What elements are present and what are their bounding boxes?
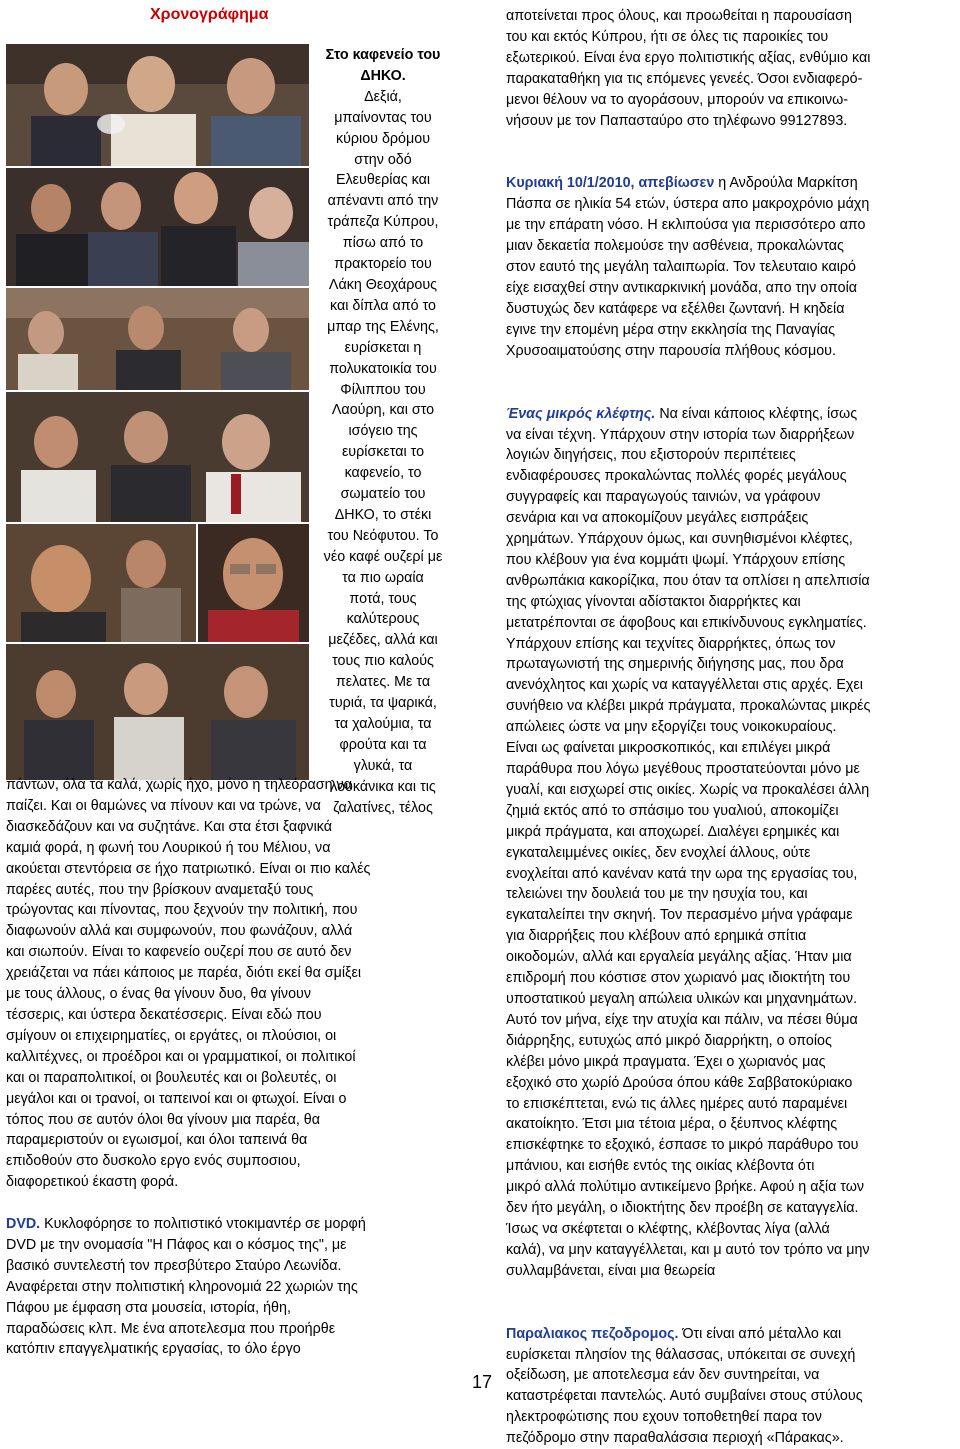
cafe-line: ισόγειο της — [348, 423, 418, 440]
thief-line: ακατοίκητο. Έτσι μια τέτοια μέρα, ο ξέυπνος κλέφτης — [506, 1116, 838, 1133]
cafe-body-line: καλλιτέχνες, οι προέδροι και οι γραμματικοί, οι πολιτικοί — [6, 1048, 356, 1065]
thief-line: ενοχλείται από κανέναν κατά την ωρα της εργασίας του, — [506, 865, 858, 882]
cafe-line: τράπεζα Κύπρου, — [327, 214, 439, 231]
cafe-article-body — [6, 775, 456, 1193]
obituary-line: στον εαυτό της μεγάλη ταλαιπωρία. Τον τελευταιο καιρό — [506, 259, 857, 276]
thief-line: δεν ήτο μεγάλη, ο ιδιοκτήτης δεν προέβη σε καταγγελία. — [506, 1200, 859, 1217]
cafe-line: μεζέδες, αλλά και — [328, 632, 438, 649]
promenade-article — [506, 1324, 956, 1449]
cafe-line: ευρίσκεται το — [341, 444, 425, 461]
cafe-line: ποτά, τους — [349, 590, 417, 607]
cafe-body-line: και οι παραπολιτικοί, οι βουλευτές και οι βολευτές, οι — [6, 1069, 337, 1086]
cafe-body-line: διασκεδάζουν και να συζητάνε. Και στα έτσι ξαφνικά — [6, 818, 332, 835]
dvd-line: Πάφου με έμφαση στα μουσεία, ιστορία, ήθη, — [6, 1299, 291, 1316]
cafe-article-heading: Στο καφενείο του ΔΗΚΟ. — [325, 47, 441, 84]
thief-line: μικρό αλλά πολύτιμο αντικείμενο βρήκε. Αφού η αξία των — [506, 1179, 865, 1196]
cafe-line: γλυκά, τα — [353, 757, 413, 774]
section-title: Χρονογράφημα — [150, 6, 269, 23]
thief-line: Υπάρχουν επίσης και τεχνίτες διαρρήκτες, όπως τον — [506, 635, 836, 652]
cafe-body-line: σμίγουν οι επιχειρηματίες, οι εργάτες, οι πλούσιοι, οι — [6, 1027, 337, 1044]
promenade-first-line: Ότι είναι από μέταλλο και — [678, 1325, 842, 1342]
thief-line: καλά), να μην καταγγέλλεται, και μ αυτό τον τρόπο να μην — [506, 1241, 870, 1258]
dvd-heading: DVD. — [6, 1216, 41, 1232]
thief-line: πρωταγωνιστή της σημερινής διήγησης μας, που δρα — [506, 656, 844, 673]
cafe-body-line: πάντων, όλα τα καλά, χωρίς ήχο, μόνο η τηλεόραση να — [6, 777, 352, 793]
dvd-continued-line: του και εκτός Κύπρου, ήτι σε όλες τις παροικίες του — [506, 28, 829, 45]
dvd-article — [6, 1214, 456, 1360]
cafe-body-line: τόπος που σε αυτόν όλοι θα γίνουν μια παρέα, θα — [6, 1111, 321, 1128]
cafe-line: ΔΗΚΟ, το στέκι — [334, 506, 432, 523]
cafe-body-line: τέσσερις, και ύστερα δεκατέσσερις. Είναι εδώ που — [6, 1006, 322, 1023]
promenade-line: καταστρέφεται παντελώς. Αυτό συμβαίνει στους στύλους — [506, 1388, 863, 1405]
promenade-line: οξείδωση, με αποτελεσμα εάν δεν συντηρείται, να — [506, 1367, 820, 1384]
cafe-body-line: με τους άλλους, ο ένας θα γίνουν δυο, θα γίνουν — [6, 986, 311, 1003]
cafe-line: ευρίσκεται η — [344, 339, 422, 356]
thief-line: εξοχικό στο χωρίό Δρούσα όπου κάθε Σαββατοκύριακο — [506, 1074, 853, 1091]
dvd-continued-line: εξωτερικού. Είναι ένα εργο πολιτιστικής αξίας, ενθύμιο και — [506, 49, 871, 66]
cafe-body-line: παίζει. Και οι θαμώνες να πίνουν και να τρώνε, να — [6, 797, 321, 814]
cafe-line: πρακτορείο του — [334, 256, 432, 273]
photo-man-laughing — [6, 524, 196, 642]
cafe-line: μπαρ της Ελένης, — [327, 318, 439, 335]
thief-line: επισκέφτηκε το εξοχικό, έσπασε το μικρό παράθυρο του — [506, 1137, 859, 1154]
promenade-line: πεζόδρομο στην παραθαλάσσια περιοχή «Πάρακας». — [506, 1430, 844, 1447]
thief-line: οικοδομών, αλλά και εργαλεία μεγάλης αξίας. Ήταν μια — [506, 949, 852, 966]
promenade-heading: Παραλιακος πεζοδρομος. — [506, 1325, 679, 1342]
thief-line: το επισκέπτεται, ενώ τις άλλες ημέρες αυτό παραμένει — [506, 1095, 848, 1112]
obituary-line: με την επάρατη νόσο. Η εκλιπούσα για περισσότερο απο — [506, 217, 866, 234]
cafe-line: πίσω από το — [342, 235, 424, 252]
cafe-line: καφενείο, το — [344, 465, 422, 482]
obituary-line: δυστυχώς δεν κατάφερε να εξέλθει ζωντανή. Η κηδεία — [506, 300, 845, 317]
cafe-line: Ελευθερίας και — [335, 172, 431, 189]
cafe-line: του Νεόφυτου. Το — [327, 527, 439, 544]
cafe-line: τυριά, τα ψαρικά, — [329, 695, 437, 712]
cafe-line: απέναντι από την — [327, 193, 439, 210]
cafe-body-line: μεγάλοι και οι τρανοί, οι ταπεινοί και οι φτωχοί. Είναι ο — [6, 1090, 347, 1107]
promenade-line: ηλεκτροφώτισης που εχουν τοποθετηθεί παρα τον — [506, 1409, 822, 1426]
thief-line: που κλέβουν για ένα κομμάτι ψωμί. Υπάρχουν επίσης — [506, 551, 846, 568]
right-column — [506, 6, 956, 1449]
photo-two-men-seated — [6, 392, 309, 522]
cafe-body-line: διαφωνούν αλλά και συμφωνούν, που φωνάζουν, αλλά — [6, 923, 353, 940]
obituary-line: είχε εισαχθεί στην αντικαρκινική μονάδα, απο την οποία — [506, 279, 858, 296]
thief-line: χρημάτων. Υπάρχουν όμως, και συνηθισμένοι κλέφτες, — [506, 531, 853, 548]
thief-line: λογιών διηγήσεις, που εξιστορούν περιπέτειες — [506, 447, 796, 464]
cafe-line: φρούτα και τα — [339, 736, 427, 753]
obituary-line: Πάσπα σε ηλικία 54 ετών, ύστερα απο μακροχρόνιο μάχη — [506, 196, 870, 213]
cafe-line: μπαίνοντας του — [334, 109, 432, 126]
dvd-line: κατόπιν επαγγελματικής εργασίας, το όλο έργο — [6, 1341, 301, 1358]
thief-line: συλλαμβάνεται, είναι μια θεωρεία — [506, 1262, 716, 1279]
thief-line: μικρά πράγματα, και αποχωρεί. Διαλέγει ερημικές και — [506, 823, 840, 840]
cafe-line: πολυκατοικία του — [329, 360, 437, 377]
cafe-line: λουκάνικα και τις — [330, 778, 436, 795]
cafe-body-line: παραμεριστούν οι εγωισμοί, και όλοι ταπεινά θα — [6, 1132, 308, 1149]
thief-line: ανενόχλητος και χωρίς να καταγγέλλεται στις αρχές. Εχει — [506, 677, 863, 694]
obituary-line: εγινε την επομένη μέρα στην εκκλησία της Παναγίας — [506, 321, 836, 338]
thief-line: μπάνιου, και εισήθε εντός της οικίας κλέβοντα ότι — [506, 1158, 815, 1175]
dvd-line: παραδώσεις κλπ. Με ένα αποτελεσμα που προήρθε — [6, 1320, 336, 1337]
cafe-body-line: καμιά φορά, η φωνή του Λουρικού ή του Μέλιου, να — [6, 839, 331, 856]
cafe-line: στην οδό — [354, 151, 412, 168]
thief-line: παράθυρα που λόγω μεγέθους προστατεύονται μόνο με — [506, 761, 860, 777]
dvd-line: Αναφέρεται στην πολιτιστική κληρονομιά 22 χωριών της — [6, 1278, 358, 1295]
cafe-line: τους πιο καλούς — [332, 653, 434, 670]
thief-line: συγγραφείς και παραγωγούς ταινιών, να γράφουν — [506, 489, 821, 506]
thief-heading: Ένας μικρός κλέφτης. — [506, 405, 656, 422]
dvd-continued-line: νήσουν με τον Παπασταύρο στο τηλέφωνο 99127893. — [506, 112, 848, 129]
cafe-body-line: επιδοθούν στο δυσκολο εργο ενός συμποσιου, — [6, 1153, 301, 1170]
photo-friends-group — [6, 644, 309, 780]
thief-line: Είναι ως φαίνεται μικροσκοπικός, και επιλέγει μικρά — [506, 740, 831, 757]
cafe-line: και δίπλα από το — [329, 297, 436, 314]
thief-line: τελειώνει την δουλειά του με την ησυχία του, και — [506, 886, 808, 903]
thief-line: Ίσως να σκέφτεται ο κλέφτης, κλέβοντας λίγα (αλλά — [506, 1220, 830, 1237]
thief-article — [506, 404, 956, 1282]
dvd-line: βασικό συντελεστή τον πρεσβύτερο Σταύρο Λεωνίδα. — [6, 1257, 342, 1274]
thief-line: εγκαταλειμμένες οικίες, δεν ενοχλεί άλλους, ούτε — [506, 844, 811, 861]
cafe-line: τα πιο ωραία — [342, 569, 424, 586]
cafe-line: σωματείο του — [340, 486, 426, 503]
dvd-continued-line: μενοι θέλουν να το αγοράσουν, μπορούν να επικοινω- — [506, 91, 849, 108]
thief-first-line: Να είναι κάποιος κλέφτης, ίσως — [655, 405, 858, 422]
thief-line: Αυτό τον μήνα, είχε την ατυχία και πάλιν, να πέσει θύμα — [506, 1011, 858, 1028]
obituary-heading: Κυριακή 10/1/2010, απεβίωσεν — [506, 175, 715, 192]
cafe-article-lead — [308, 45, 458, 819]
cafe-body-line: παρέες αυτές, που την βρίσκουν αναμεταξύ τους — [6, 881, 314, 898]
cafe-line: νέο καφέ ουζερί με — [323, 548, 443, 565]
thief-line: ζημιά εκτός από το σπάσιμο του γυαλιού, αποκομίζει — [506, 802, 839, 819]
thief-line: κλέβει μόνο μικρά πραγματα. Έχει ο χωριανός μας — [506, 1053, 826, 1070]
cafe-line: καλύτερους — [346, 611, 420, 628]
obituary-line: μιαν δεκαετία πολεμούσε την ασθένεια, προκαλώντας — [506, 238, 844, 255]
thief-line: επιδρομή που κόστισε στον χωριανό μας ιδιοκτήτη του — [506, 970, 851, 987]
cafe-line: Λάκη Θεοχάρους — [328, 276, 438, 293]
cafe-line: Λαούρη, και στο — [331, 402, 435, 419]
obituary-line: Χρυσοαιματούσης στην παρουσία πλήθους κόσμου. — [506, 342, 836, 359]
photo-men-at-table — [6, 168, 309, 286]
cafe-line: ζαλατίνες, τέλος — [333, 799, 433, 816]
dvd-continued-line: παρακαταθήκη για τις επόμενες γενεές. Όσοι ενδιαφερό- — [506, 70, 863, 87]
cafe-line: πελατες. Με τα — [335, 674, 431, 691]
thief-line: ενδιαφέρουσες προκαλώντας πολλές φορές μεγάλους — [506, 468, 847, 485]
dvd-continued-line: αποτείνεται προς όλους, και προωθείται η παρουσίαση — [506, 8, 852, 24]
cafe-body-line: τρώγοντας και πίνοντας, που ξεχνούν την πολιτική, που — [6, 902, 358, 919]
thief-line: ανθρωπάκια κακορίζικα, που όταν τα οπλίσει η απελπισία — [506, 572, 870, 589]
thief-line: της φτώχιας γίνονται αδίστακτοι διαρρήκτες και — [506, 593, 801, 610]
cafe-line: Φίλιππου του — [340, 381, 426, 398]
photo-man-in-glasses — [198, 524, 309, 642]
thief-line: εγκαταλείπει την σκηνή. Τον περασμένο μήνα γράφαμε — [506, 907, 853, 924]
photo-men-toasting — [6, 44, 309, 166]
obituary-first-line: η Ανδρούλα Μαρκίτση — [714, 175, 858, 192]
dvd-first-line: Κυκλοφόρησε το πολιτιστικό ντοκιμαντέρ σε μορφή — [40, 1216, 366, 1232]
thief-line: διάρρηξης, ευτυχώς από μικρό διαρρήκτη, ο οποίος — [506, 1032, 832, 1049]
thief-line: μετατρέπονται σε άφοβους και επικίνδυνους εγκληματίες. — [506, 614, 867, 631]
dvd-line: DVD με την ονομασία "Η Πάφος και ο κόσμος της", με — [6, 1236, 347, 1253]
dvd-continued — [506, 6, 956, 131]
thief-line: σενάρια και να αποκομίζουν μεγάλες εισπράξεις — [506, 510, 809, 527]
photo-collage — [6, 44, 309, 780]
cafe-line: τα χαλούμια, τα — [334, 716, 432, 732]
cafe-body-line: χρειάζεται να πάει κάποιος με παρέα, διότι εκεί θα σμίξει — [6, 965, 361, 982]
promenade-line: ευρίσκεται πλησίον της θάλασσας, υπόκειται σε συνεχή — [506, 1346, 856, 1363]
thief-line: να είναι τέχνη. Υπάρχουν στην ιστορία των διαρρήξεων — [506, 426, 855, 443]
cafe-body-line: ακούεται στεντόρεια σε ήχο πατριωτικό. Είναι οι πιο καλές — [6, 860, 371, 877]
thief-line: συνήθειο να κλέβει μικρά πράγματα, προκαλώντας μικρές — [506, 698, 871, 715]
thief-line: υποστατικού μεγαλη απώλεια υλικών και μηχανημάτων. — [506, 990, 858, 1007]
thief-line: απώλειες ώστε να μην εξοργίζει τους νοικοκυραίους. — [506, 719, 837, 736]
cafe-line: κύριου δρόμου — [335, 130, 431, 147]
thief-line: γυαλί, και εισχωρεί στις οικίες. Χωρίς να προκαλέσει άλλη — [506, 781, 870, 798]
cafe-line: Δεξιά, — [364, 88, 402, 105]
page-number: 17 — [472, 1372, 493, 1392]
thief-line: για διαρρήξεις που κλέβουν από ερημικά σπίτια — [506, 928, 807, 945]
cafe-body-line: διαφορετικού έκαστη φορά. — [6, 1174, 179, 1191]
photo-café-interior — [6, 288, 309, 390]
cafe-body-line: και σιωπούν. Είναι το καφενείο ουζερί που σε αυτό δεν — [6, 944, 352, 961]
obituary-article — [506, 173, 956, 361]
